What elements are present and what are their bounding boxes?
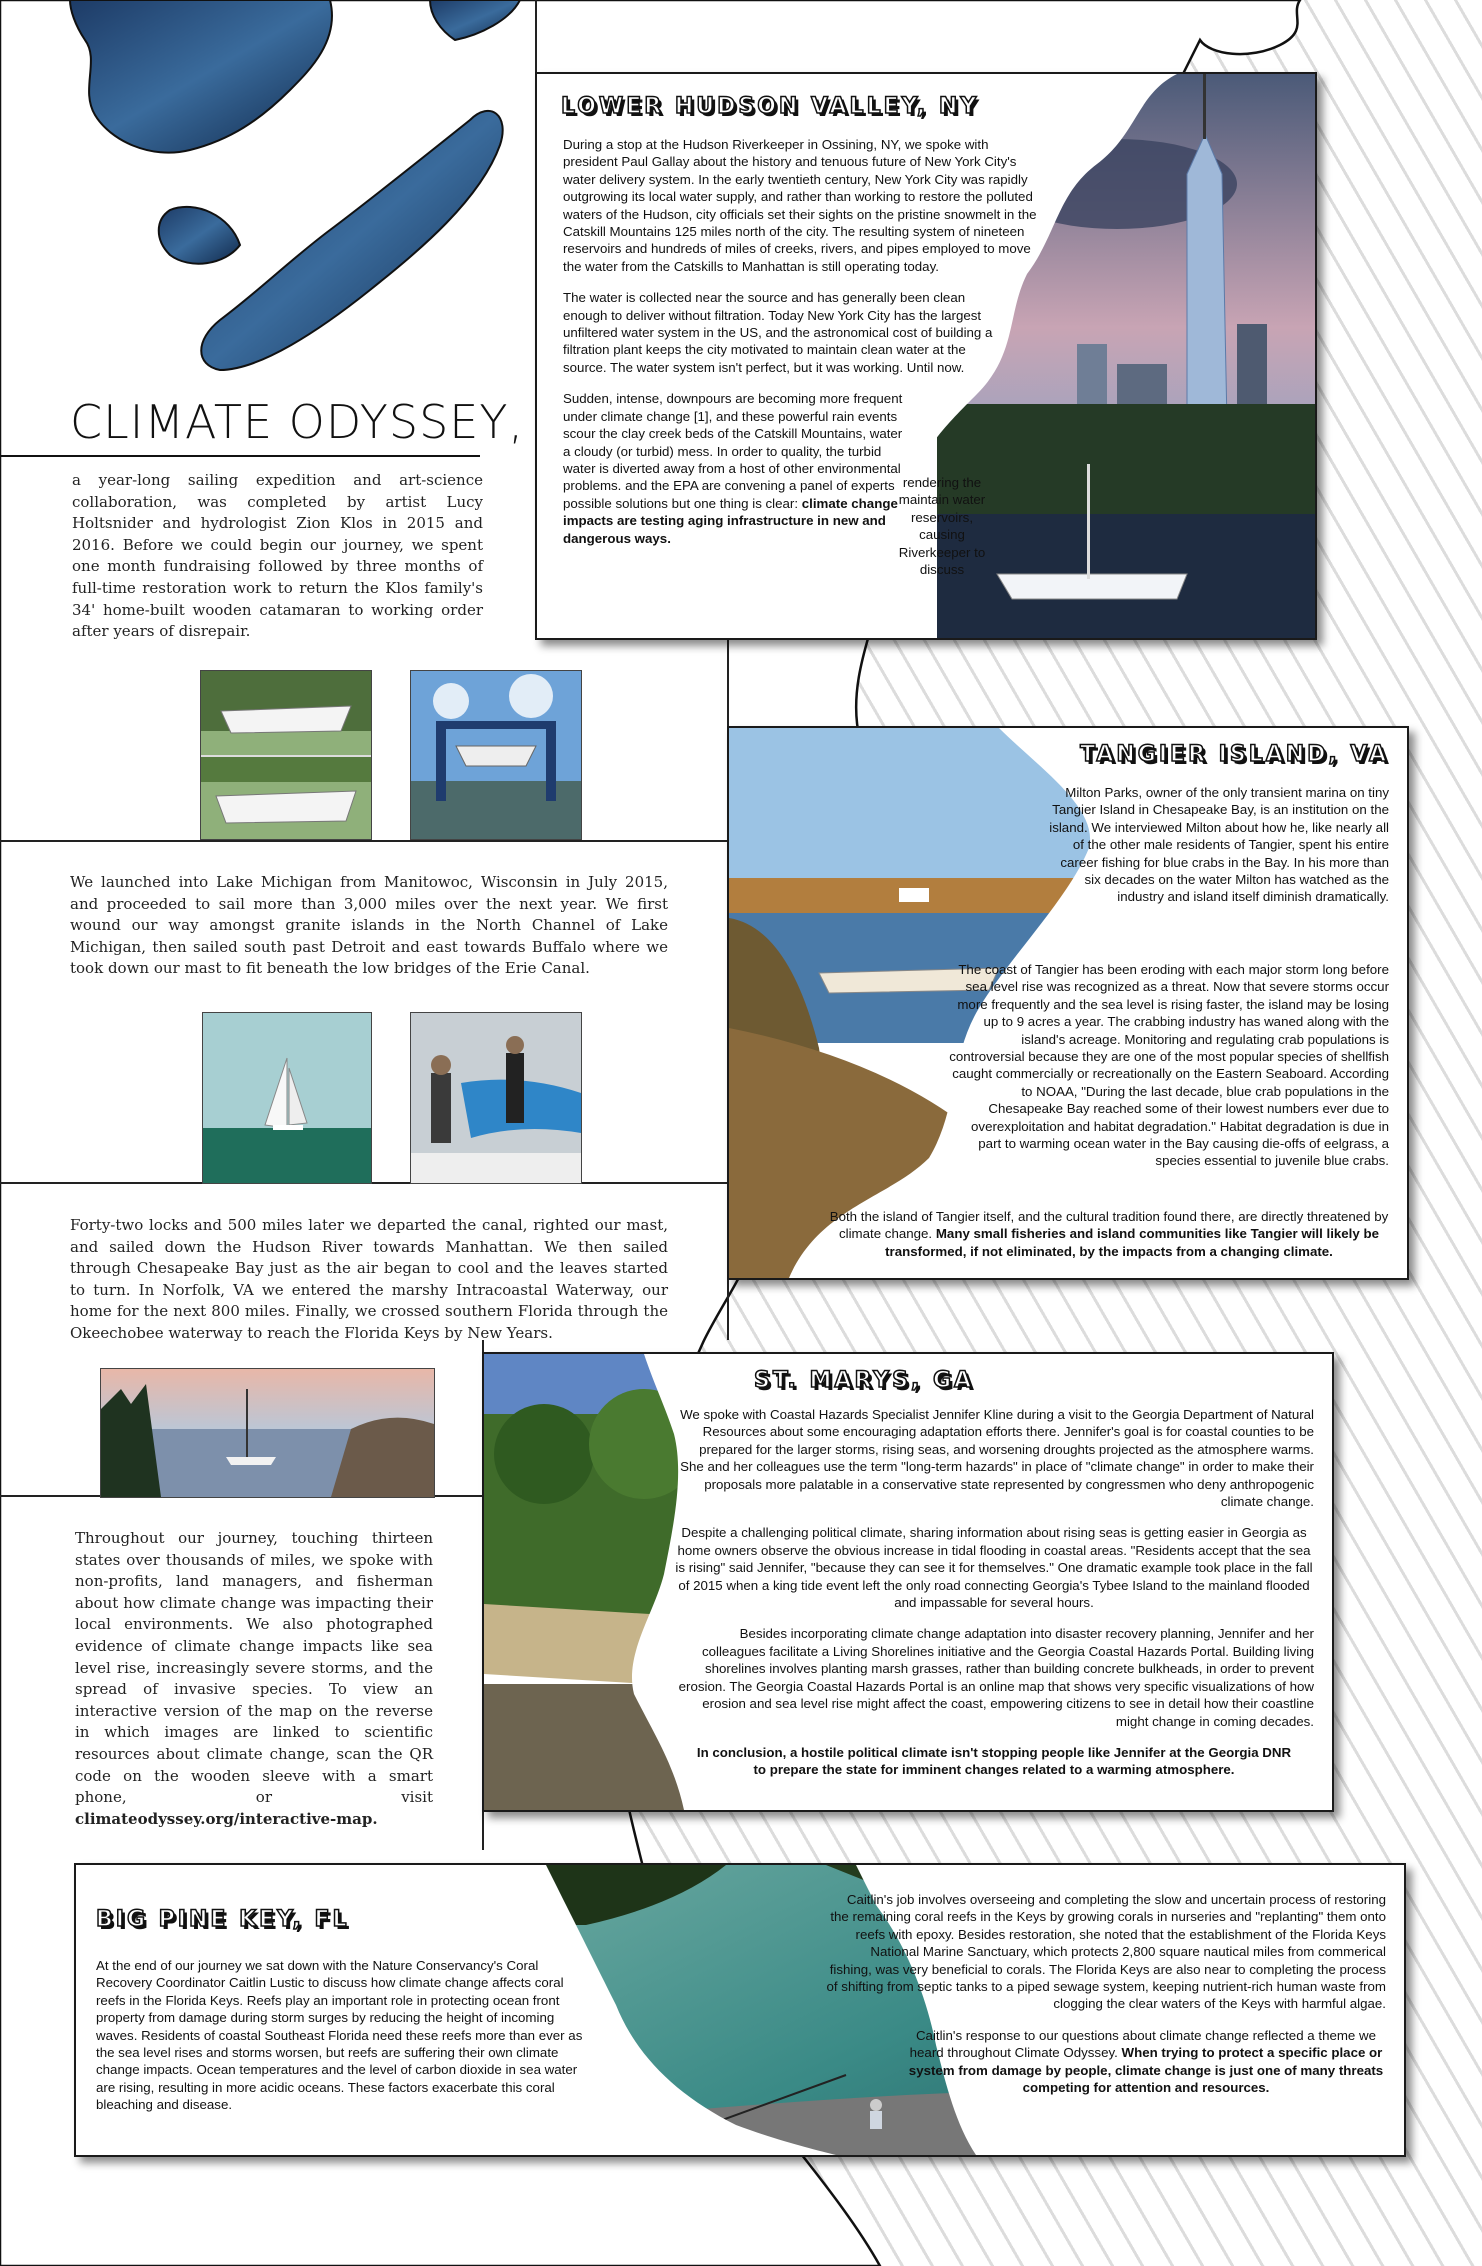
- stmarys-conclusion: In conclusion, a hostile political climate isn't stopping people like Jennifer at the Georgia DNR to prepare the state for imminent changes related to a warming atmosphere.: [696, 1744, 1292, 1778]
- tangier-paragraph-3-text: Both the island of Tangier itself, and the cultural tradition found there, are directly threatened by climate change.: [829, 1209, 1389, 1242]
- tangier-heading: TANGIER ISLAND, VA: [1080, 742, 1389, 767]
- intro-paragraph-1: a year-long sailing expedition and art-science collaboration, was completed by artist Lucy Holtsnider and hydrologist Zion Klos in 2015 and 2016. Before we could begin our journey, we spent one month fundraising followed by three months of full-time restoration work to return the Klos family's 34' home-built wooden catamaran to working order after years of disrepair.: [72, 471, 483, 641]
- tangier-panel: [727, 726, 1409, 1280]
- bigpine-right-paragraph-2: [826, 2027, 1386, 2097]
- sailboat-on-lake-photo: [202, 1012, 372, 1184]
- bigpine-right-paragraph-1: Caitlin's job involves overseeing and completing the slow and uncertain process of restoring the remaining coral reefs in the Keys by growing corals in nurseries and "replanting" them onto reefs with epoxy. Besides restoration, she noted that the establishment of the Florida Keys National Marine Sanctuary, which protects 2,800 square nautical miles from commerical fishing, was very beneficial to corals. The Florida Keys are also near to completing the process of shifting from septic tanks to a piped sewage system, keeping nutrient-rich human waste from clogging the clear waters of the Keys with harmful algae.: [826, 1892, 1386, 2012]
- tangier-paragraph-1: Milton Parks, owner of the only transient marina on tiny Tangier Island in Chesapeake Bay, is an institution on the island. We interviewed Milton about how he, like nearly all of the other male residents of Tangier, spent his entire career fishing for blue crabs in the Bay. In his more than six decades on the water Milton has watched as the industry and island itself diminish dramatically.: [1049, 785, 1389, 905]
- hudson-paragraph-3: [563, 390, 903, 547]
- intro-paragraph-4: [75, 1528, 433, 1830]
- column-divider-left: [535, 0, 537, 75]
- hudson-paragraph-3-text: Sudden, intense, downpours are becoming more frequent under climate change [1], and these powerful rain events scour the clay creek beds of the Catskill Mountains, water a cloudy (or turbid) mess. In order to quality, the turbid water is diverted away from a host of other environmental problems. and the EPA are convening a panel of experts possible solutions but one thing is clear:: [563, 391, 903, 511]
- hudson-panel: [535, 72, 1317, 640]
- intro-paragraph-3: Forty-two locks and 500 miles later we departed the canal, righted our mast, and sailed down the Hudson River towards Manhattan. We then sailed through Chesapeake Bay just as the air began to cool and the leaves started to turn. In Norfolk, VA we entered the marshy Intracoastal Waterway, our home for the next 800 miles. Finally, we crossed southern Florida through the Okeechobee waterway to reach the Florida Keys by New Years.: [70, 1216, 668, 1342]
- bigpine-right-body: [826, 1891, 1386, 2110]
- hudson-paragraph-2: The water is collected near the source and has generally been clean enough to deliver without filtration. Today New York City has the largest unfiltered water system in the US, and the astronomical cost of building a filtration plant keeps the city motivated to maintain clean water at the source. The water system isn't perfect, but it was working. Until now.: [563, 290, 993, 375]
- interactive-map-link[interactable]: climateodyssey.org/interactive-map.: [75, 1809, 378, 1828]
- boat-restoration-photo: [200, 670, 372, 840]
- hudson-side-text: rendering the maintain water reservoirs, causing Riverkeeper to discuss: [898, 475, 986, 578]
- stmarys-paragraph-2: Despite a challenging political climate, sharing information about rising seas is getting easier in Georgia as home owners observe the obvious increase in tidal flooding in coastal areas. "Residents accept that the sea is rising" said Jennifer, "because they can see it for themselves." One dramatic example took place in the fall of 2015 when a king tide event left the only road connecting Georgia's Tybee Island to the mainland flooded and impassable for several hours.: [675, 1525, 1313, 1611]
- stmarys-paragraph-4: [674, 1744, 1314, 1779]
- bigpine-right-paragraph-2-text: Caitlin's response to our questions about climate change reflected a theme we heard throughout Climate Odyssey.: [909, 2027, 1377, 2061]
- tangier-paragraph-2: The coast of Tangier has been eroding with each major storm long before sea level rise was recognized as a threat. Now that severe storms occur more frequently and the sea level is rising faster, the island may be losing up to 9 acres a year. The crabbing industry has waned along with the island's acreage. Monitoring and regulating crab populations is controversial because they are one of the most popular species of shellfish caught commercially or recreationally on the Eastern Seaboard. According to NOAA, "During the last decade, blue crab populations in the Chesapeake Bay reached some of their lowest numbers ever due to overexploitation and habitat degradation." Habitat degradation is due in part to warming ocean water in the Bay causing die-offs of eelgrass, a species essential to juvenile blue crabs.: [949, 962, 1389, 1169]
- bigpine-left-paragraph: At the end of our journey we sat down with the Nature Conservancy's Coral Recovery Coordinator Caitlin Lustic to discuss how climate change affects coral reefs in the Florida Keys. Reefs play an important role in protecting ocean front property from damage during storm surges by reducing the height of incoming waves. Residents of coastal Southeast Florida need these reefs more than ever as the sea level rises and storms worsen, but reefs are suffering their own climate change impacts. Ocean temperatures and the level of carbon dioxide in sea water are rising, resulting in more acidic oceans. These factors exacerbate this coral bleaching and disease.: [96, 1958, 583, 2113]
- tangier-paragraph-3: [829, 1208, 1389, 1260]
- title-underline: [0, 455, 480, 457]
- hudson-paragraph-3-bold: climate change impacts are testing aging infrastructure in new and dangerous ways.: [563, 495, 898, 546]
- bigpine-right-paragraph-2-bold: When trying to protect a specific place or system from damage by people, climate change is just one of many threats competing for attention and resources.: [908, 2045, 1384, 2096]
- bigpine-panel: [74, 1863, 1406, 2157]
- stmarys-panel: [482, 1352, 1334, 1812]
- section-divider-1: [0, 840, 727, 842]
- intro-paragraph-4-text: Throughout our journey, touching thirteen states over thousands of miles, we spoke with non-profits, land managers, and fisherman about how climate change was impacting their local environments. We also photographed evidence of climate change impacts like sea level rise, increasingly severe storms, and the spread of invasive species. To view an interactive version of the map on the reverse in which images are linked to scientific resources about climate change, scan the QR code on the wooden sleeve with a smart phone, or visit: [75, 1529, 433, 1807]
- crew-with-sail-photo: [410, 1012, 582, 1184]
- stmarys-body: [674, 1406, 1314, 1793]
- hudson-paragraph-1: During a stop at the Hudson Riverkeeper in Ossining, NY, we spoke with president Paul Gallay about the history and tenuous future of New York City's water delivery system. In the early twentieth century, New York City was rapidly outgrowing its local water supply, and rather than working to restore the polluted waters of the Hudson, city officials set their sights on the pristine snowmelt in the Catskill Mountains 125 miles north of the city. The resulting system of nineteen reservoirs and hundreds of miles of creeks, rivers, and pipes employed to move the water from the Catskills to Manhattan is still operating today.: [563, 137, 1037, 274]
- bigpine-heading: BIG PINE KEY, FL: [96, 1907, 350, 1932]
- boat-lift-photo: [410, 670, 582, 840]
- catamaran-sunset-photo: [100, 1368, 435, 1498]
- stmarys-paragraph-1: We spoke with Coastal Hazards Specialist Jennifer Kline during a visit to the Georgia Department of Natural Resources about some encouraging adaptation efforts there. Jennifer's goal is for coastal counties to be prepared for the larger storms, rising seas, and worsening droughts projected as the atmosphere warms. She and her colleagues use the term "long-term hazards" in place of "climate change" in order to make their proposals more palatable in a conservative state represented by congressmen who deny anthropogenic climate change.: [680, 1407, 1314, 1510]
- stmarys-paragraph-3: Besides incorporating climate change adaptation into disaster recovery planning, Jennifer and her colleagues facilitate a Living Shorelines initiative and the Georgia Coastal Hazards Portal. Building living shorelines involves planting marsh grasses, rather than building concrete bulkheads, in order to prevent erosion. The Georgia Coastal Hazards Portal is an online map that shows very specific visualizations of how erosion and sea level rise might affect the coast, empowering citizens to see in detail how their coastline might change in coming decades.: [678, 1626, 1314, 1729]
- hudson-heading: LOWER HUDSON VALLEY, NY: [561, 94, 980, 119]
- tangier-paragraph-3-bold: Many small fisheries and island communities like Tangier will likely be transformed, if not eliminated, by the impacts from a changing climate.: [885, 1226, 1379, 1259]
- stmarys-heading: ST. MARYS, GA: [754, 1368, 975, 1393]
- page-title: CLIMATE ODYSSEY,: [70, 395, 525, 449]
- intro-paragraph-2: We launched into Lake Michigan from Manitowoc, Wisconsin in July 2015, and proceeded to sail more than 3,000 miles over the next year. We first wound our way amongst granite islands in the North Channel of Lake Michigan, then sailed south past Detroit and east towards Buffalo where we took down our mast to fit beneath the low bridges of the Erie Canal.: [70, 873, 668, 978]
